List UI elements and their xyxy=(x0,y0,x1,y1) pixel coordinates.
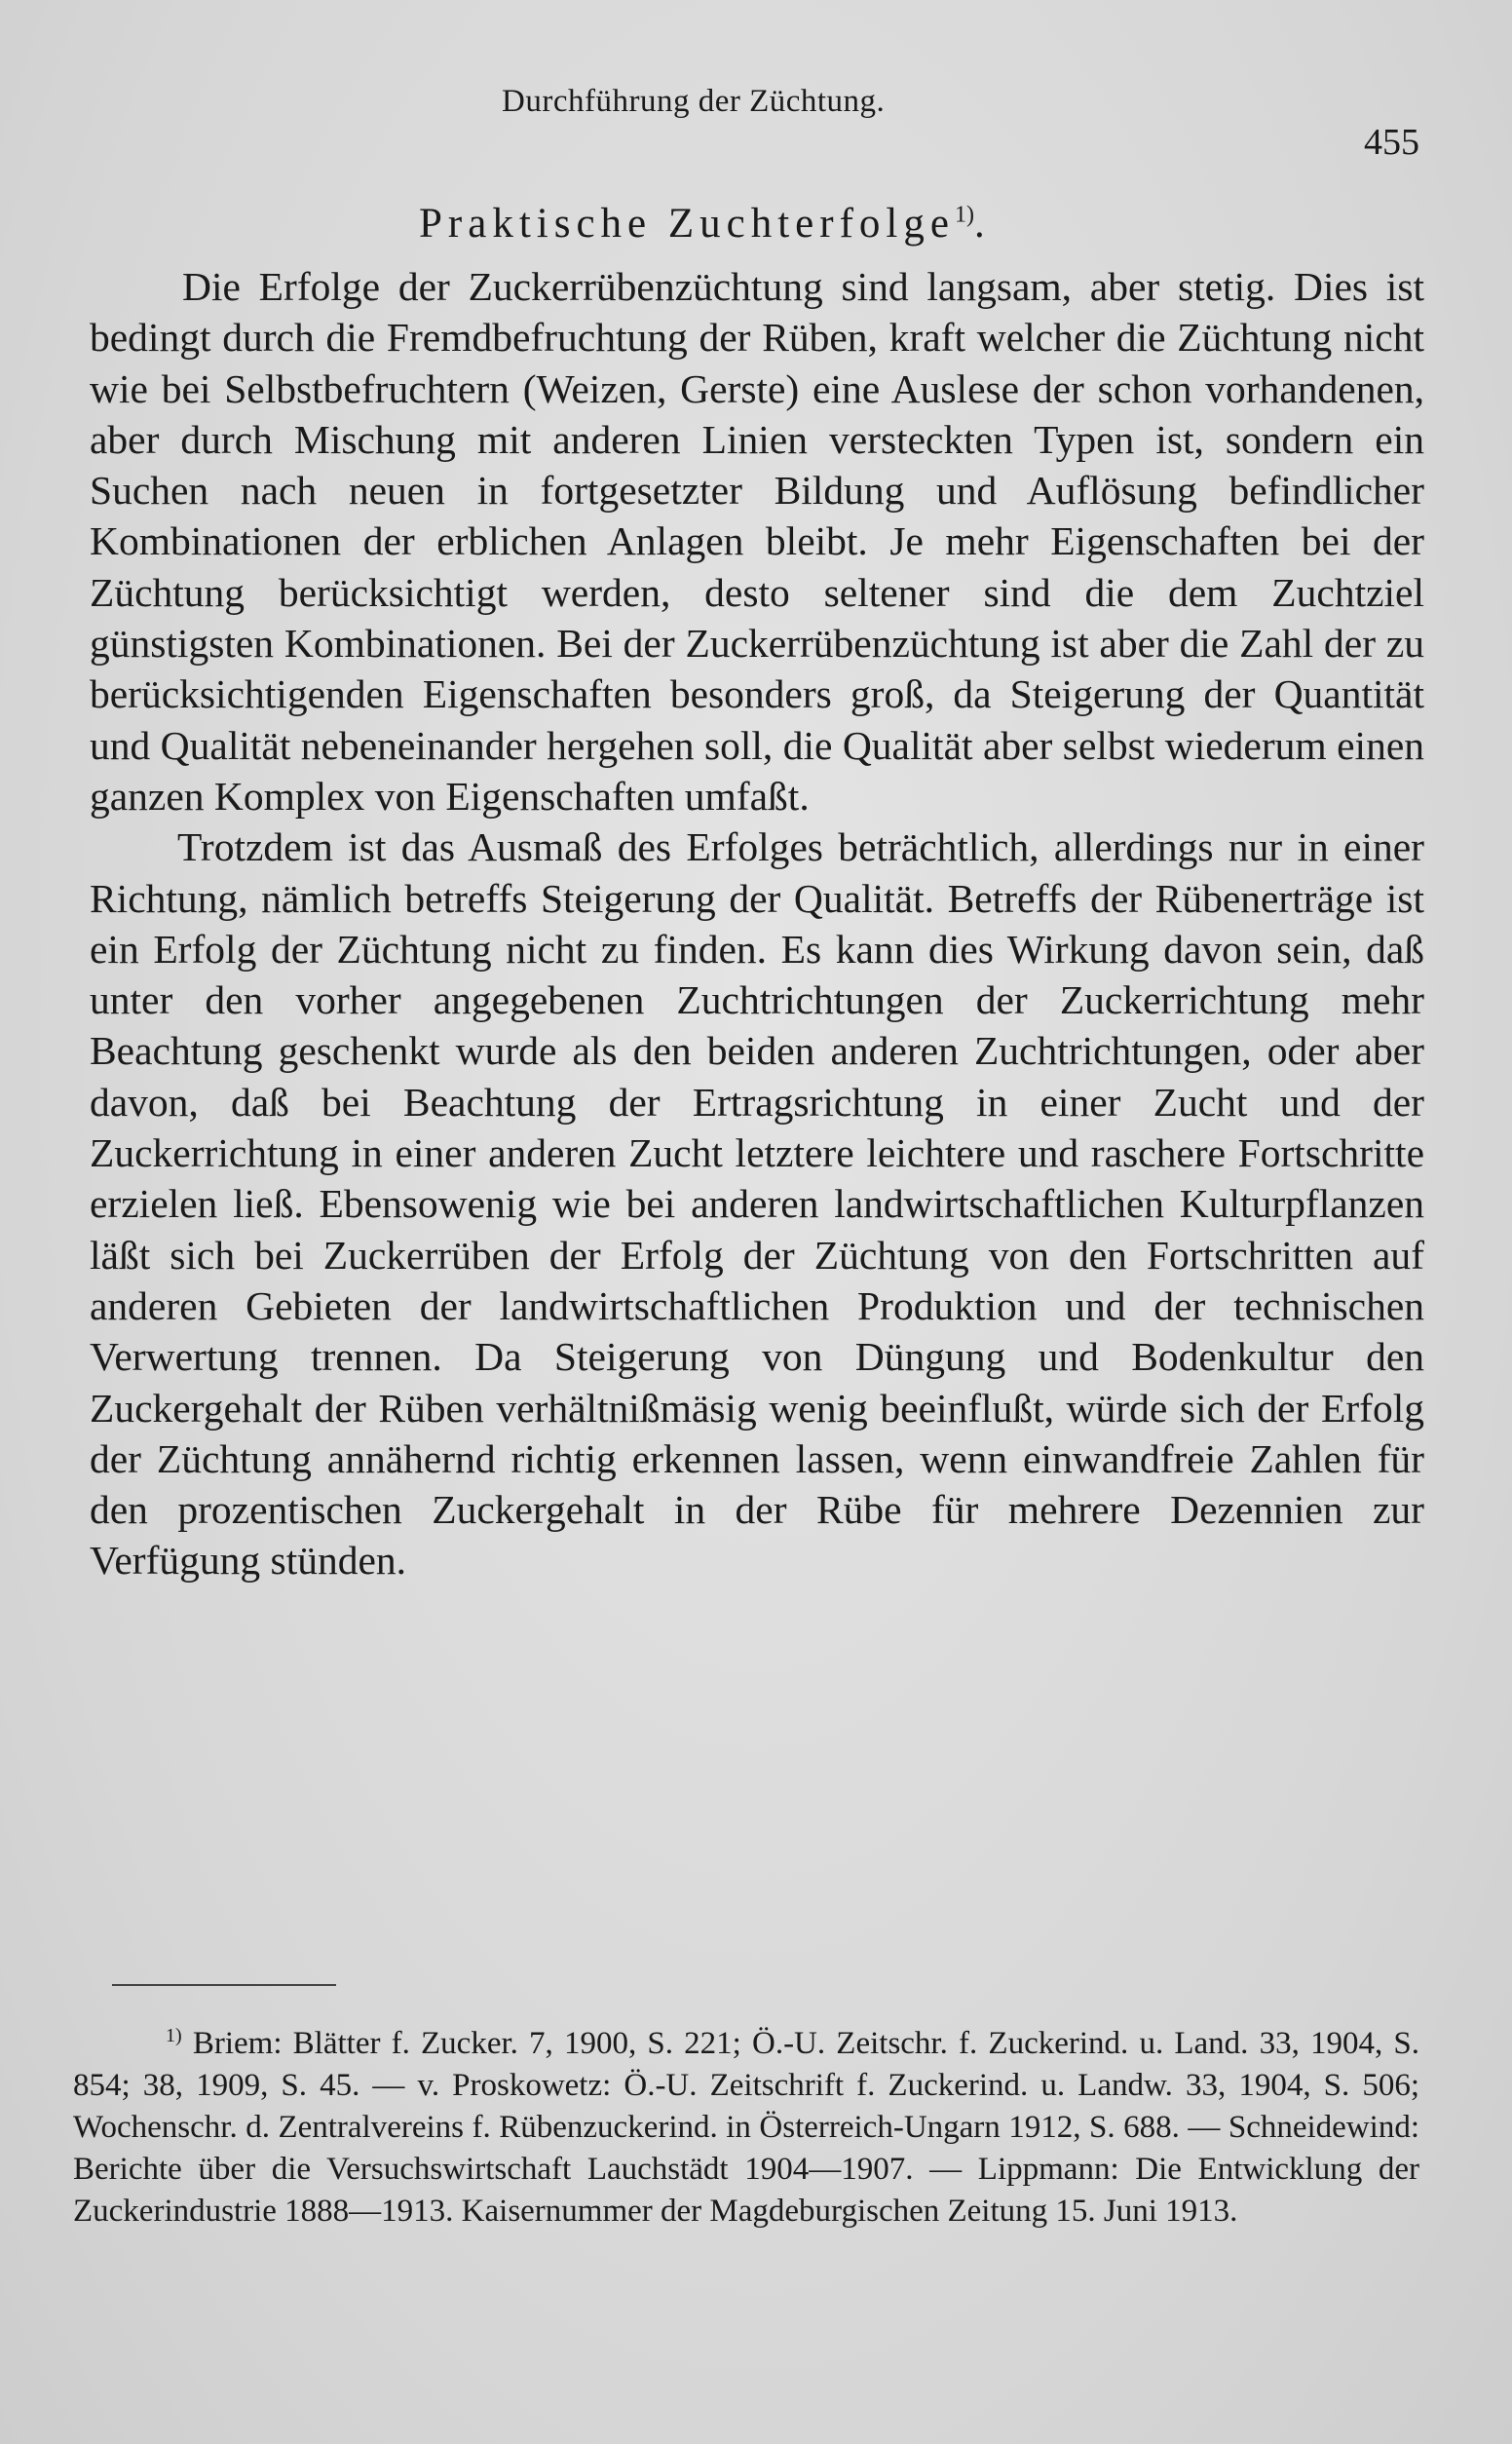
footnote-text: Briem: Blätter f. Zucker. 7, 1900, S. 221; Ö.-U. Zeitschr. f. Zuckerind. u. Land. 33, 1904, S. 854; 38, 1909, S. 45. — v. Proskowetz: Ö.-U. Zeitschrift f. Zuckerind. u. Landw. 33, 1904, S. 506; Wochenschr. d. Zentralvereins f. Rübenzuckerind. in Österreich-Ungarn 1912, S. 688. — Schneidewind: Berichte über die Versuchswirtschaft Lauchstädt 1904—1907. — Lippmann: Die Entwicklung der Zuckerindustrie 1888—1913. Kaisernummer der Magdeburgischen Zeitung 15. Juni 1913. xyxy=(73,2026,1420,2229)
section-title-text: Praktische Zuchterfolge xyxy=(419,201,955,247)
paragraph: Die Erfolge der Zuckerrübenzüchtung sind langsam, aber stetig. Dies ist bedingt durch die Fremdbefruchtung der Rüben, kraft welcher die Züchtung nicht wie bei Selbstbefruchtern (Weizen, Gerste) eine Auslese der schon vorhandenen, aber durch Mischung mit anderen Linien versteckten Typen ist, sondern ein Suchen nach neuen in fortgesetzter Bildung und Auflösung befindlicher Kombinationen der erblichen Anlagen bleibt. Je mehr Eigenschaften bei der Züchtung berücksichtigt werden, desto seltener sind die dem Zuchtziel günstigsten Kombinationen. Bei der Zuckerrübenzüchtung ist aber die Zahl der zu berücksichtigenden Eigenschaften besonders groß, da Steigerung der Quantität und Qualität nebeneinander hergehen soll, die Qualität aber selbst wiederum einen ganzen Komplex von Eigenschaften umfaßt. xyxy=(90,264,1424,819)
footnote-separator xyxy=(112,1984,336,1986)
page-number: 455 xyxy=(1364,122,1419,163)
section-title: Praktische Zuchterfolge$^{1)}$. xyxy=(419,201,991,247)
running-head: Durchführung der Züchtung. xyxy=(502,84,886,119)
paragraph: Trotzdem ist das Ausmaß des Erfolges beträchtlich, allerdings nur in einer Richtung, nämlich betreffs Steigerung der Qualität. Betreffs der Rübenerträge ist ein Erfolg der Züchtung nicht zu finden. Es kann dies Wirkung davon sein, daß unter den vorher angegebenen Zuchtrichtungen der Zuckerrichtung mehr Beachtung geschenkt wurde als den beiden anderen Zuchtrichtungen, oder aber davon, daß bei Beachtung der Ertragsrichtung in einer Zucht und der Zuckerrichtung in einer anderen Zucht letztere leichtere und raschere Fortschritte erzielen ließ. Ebensowenig wie bei anderen landwirtschaftlichen Kulturpflanzen läßt sich bei Zuckerrüben der Erfolg der Züchtung von den Fortschritten auf anderen Gebieten der landwirtschaftlichen Produktion und der technischen Verwertung trennen. Da Steigerung von Düngung und Bodenkultur den Zuckergehalt der Rüben verhältnißmäsig wenig beeinflußt, würde sich der Erfolg der Züchtung annähernd richtig erkennen lassen, wenn einwandfreie Zahlen für den prozentischen Zuckergehalt in der Rübe für mehrere Dezennien zur Verfügung stünden. xyxy=(90,824,1424,1584)
body-text xyxy=(90,261,1424,1586)
footnote-marker: 1) xyxy=(166,2025,182,2046)
footnote xyxy=(73,2015,1419,2233)
footnote-reference: 1) xyxy=(954,202,974,228)
